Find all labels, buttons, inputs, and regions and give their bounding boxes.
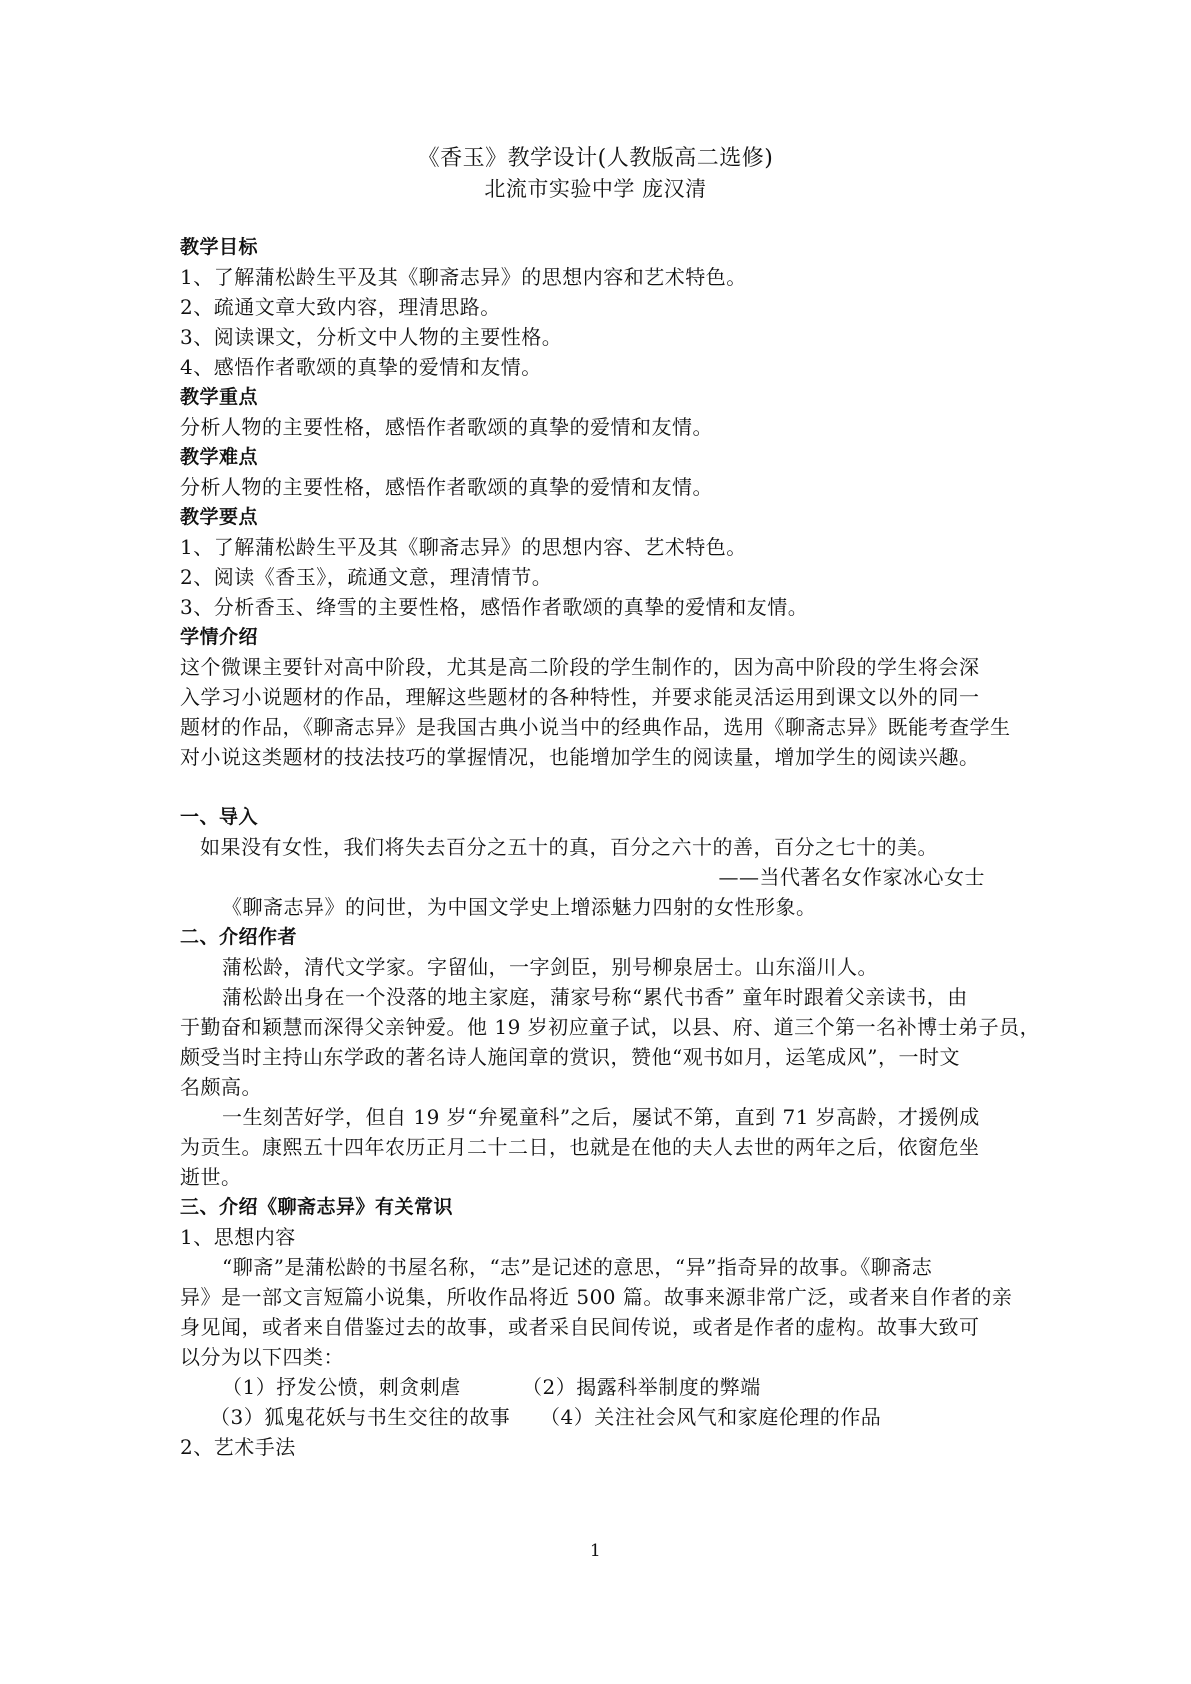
difficulty-heading: 教学难点 <box>180 446 259 468</box>
learners-heading: 学情介绍 <box>180 626 259 648</box>
learners-line: 题材的作品，《聊斋志异》是我国古典小说当中的经典作品，选用《聊斋志异》既能考查学生 <box>180 715 1011 739</box>
focus-heading: 教学重点 <box>180 386 259 408</box>
document-title: 《香玉》教学设计(人教版高二选修) <box>417 146 774 171</box>
intro-heading: 一、导入 <box>180 806 259 828</box>
learners-line: 这个微课主要针对高中阶段，尤其是高二阶段的学生制作的，因为高中阶段的学生将会深 <box>180 655 980 679</box>
category-item: （4）关注社会风气和家庭伦理的作品 <box>540 1405 882 1429</box>
liaozhai-paragraph: “聊斋”是蒲松龄的书屋名称，“志”是记述的意思，“异”指奇异的故事。《聊斋志 <box>222 1255 933 1279</box>
liaozhai-subheading: 2、艺术手法 <box>180 1435 296 1459</box>
liaozhai-paragraph: 以分为以下四类： <box>180 1345 344 1369</box>
author-paragraph: 名颇高。 <box>180 1075 262 1099</box>
category-row <box>222 1372 1062 1402</box>
intro-text: 《聊斋志异》的问世，为中国文学史上增添魅力四射的女性形象。 <box>222 895 817 919</box>
keypoints-heading: 教学要点 <box>180 506 259 528</box>
keypoint-item: 1、了解蒲松龄生平及其《聊斋志异》的思想内容、艺术特色。 <box>180 535 747 559</box>
liaozhai-paragraph: 异》是一部文言短篇小说集，所收作品将近 500 篇。故事来源非常广泛，或者来自作者的亲 <box>180 1285 1013 1309</box>
document-author: 北流市实验中学 庞汉清 <box>484 177 707 201</box>
focus-text: 分析人物的主要性格，感悟作者歌颂的真挚的爱情和友情。 <box>180 415 713 439</box>
difficulty-text: 分析人物的主要性格，感悟作者歌颂的真挚的爱情和友情。 <box>180 475 713 499</box>
page-number: 1 <box>589 1541 602 1561</box>
learners-line: 对小说这类题材的技法技巧的掌握情况，也能增加学生的阅读量，增加学生的阅读兴趣。 <box>180 745 980 769</box>
category-item: （1）抒发公愤，刺贪刺虐 <box>222 1375 461 1399</box>
learners-line: 入学习小说题材的作品，理解这些题材的各种特性，并要求能灵活运用到课文以外的同一 <box>180 685 980 709</box>
objectives-heading: 教学目标 <box>180 236 259 258</box>
liaozhai-heading: 三、介绍《聊斋志异》有关常识 <box>180 1196 454 1218</box>
objective-item: 3、阅读课文，分析文中人物的主要性格。 <box>180 325 563 349</box>
intro-quote: 如果没有女性，我们将失去百分之五十的真，百分之六十的善，百分之七十的美。 <box>200 835 938 859</box>
keypoint-item: 3、分析香玉、绛雪的主要性格，感悟作者歌颂的真挚的爱情和友情。 <box>180 595 809 619</box>
category-item: （3）狐鬼花妖与书生交往的故事 <box>210 1405 511 1429</box>
liaozhai-subheading: 1、思想内容 <box>180 1225 296 1249</box>
author-paragraph: 蒲松龄，清代文学家。字留仙，一字剑臣，别号柳泉居士。山东淄川人。 <box>222 955 878 979</box>
objective-item: 2、疏通文章大致内容，理清思路。 <box>180 295 501 319</box>
intro-attribution: ——当代著名女作家冰心女士 <box>718 865 985 889</box>
author-paragraph: 逝世。 <box>180 1165 242 1189</box>
author-paragraph: 颇受当时主持山东学政的著名诗人施闰章的赏识，赞他“观书如月，运笔成风”，一时文 <box>180 1045 960 1069</box>
liaozhai-paragraph: 身见闻，或者来自借鉴过去的故事，或者采自民间传说，或者是作者的虚构。故事大致可 <box>180 1315 980 1339</box>
author-heading: 二、介绍作者 <box>180 926 298 948</box>
author-paragraph: 蒲松龄出身在一个没落的地主家庭，蒲家号称“累代书香” 童年时跟着父亲读书，由 <box>222 985 968 1009</box>
category-item: （2）揭露科举制度的弊端 <box>522 1375 761 1399</box>
category-row <box>210 1402 1050 1432</box>
objective-item: 4、感悟作者歌颂的真挚的爱情和友情。 <box>180 355 542 379</box>
author-paragraph: 为贡生。康熙五十四年农历正月二十二日，也就是在他的夫人去世的两年之后，依窗危坐 <box>180 1135 980 1159</box>
author-paragraph: 于勤奋和颖慧而深得父亲钟爱。他 19 岁初应童子试，以县、府、道三个第一名补博士弟子员， <box>180 1015 1041 1039</box>
objective-item: 1、了解蒲松龄生平及其《聊斋志异》的思想内容和艺术特色。 <box>180 265 747 289</box>
keypoint-item: 2、阅读《香玉》，疏通文意，理清情节。 <box>180 565 553 589</box>
author-paragraph: 一生刻苦好学，但自 19 岁“弁冕童科”之后，屡试不第，直到 71 岁高龄，才援例成 <box>222 1105 980 1129</box>
